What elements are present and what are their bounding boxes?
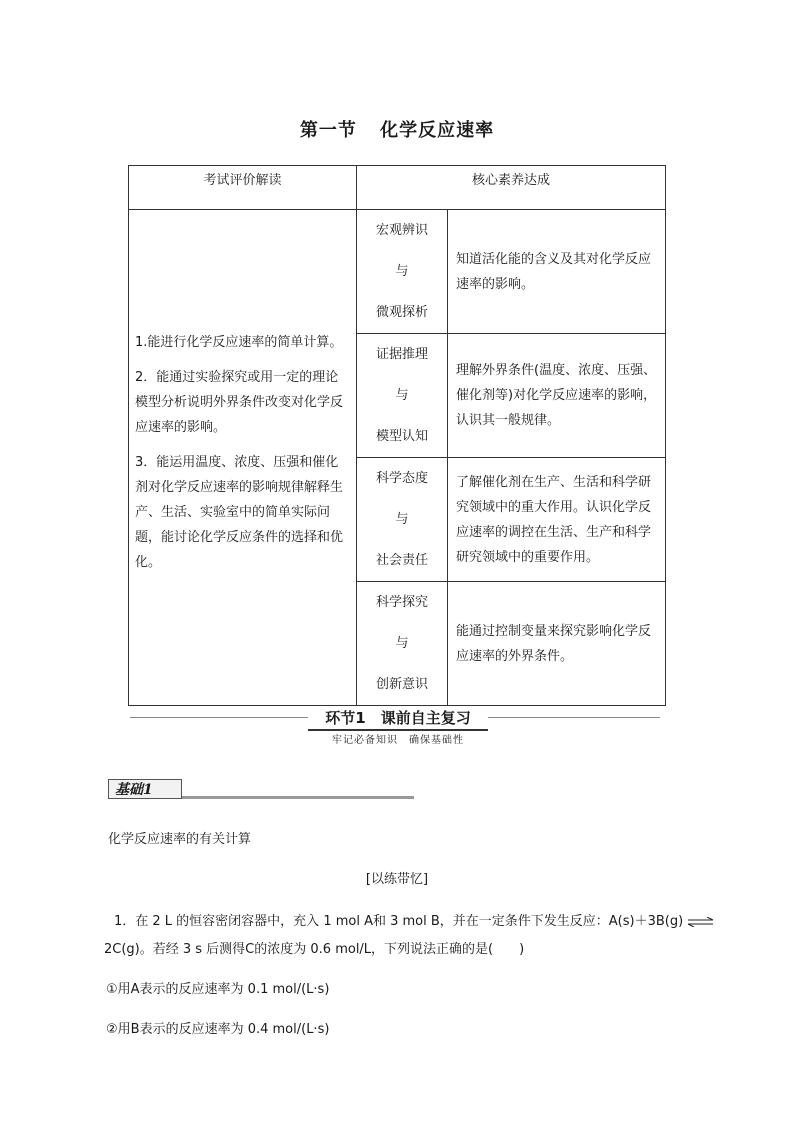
header-left: 考试评价解读 <box>129 166 357 210</box>
competency-category: 宏观辨识 与 微观探析 <box>357 210 448 334</box>
banner-line-left <box>130 717 310 718</box>
evaluation-item-1: 1.能进行化学反应速率的简单计算。 <box>135 335 343 350</box>
section-subtitle: 牢记必备知识 确保基础性 <box>332 735 464 746</box>
page-title <box>0 116 794 142</box>
competency-description: 理解外界条件(温度、浓度、压强、催化剂等)对化学反应速率的影响，认识其一般规律。 <box>448 334 666 458</box>
section-name: 化学反应速率 <box>380 120 495 141</box>
competency-description: 知道活化能的含义及其对化学反应速率的影响。 <box>448 210 666 334</box>
equilibrium-arrow-icon <box>687 917 715 927</box>
question-line-2: 2C(g)。若经 3 s 后测得C的浓度为 0.6 mol/L，下列说法正确的是( ) <box>104 942 525 957</box>
evaluation-column <box>129 210 357 706</box>
competency-category: 证据推理 与 模型认知 <box>357 334 448 458</box>
competency-category: 科学态度 与 社会责任 <box>357 458 448 582</box>
evaluation-item-2: 2．能通过实验探究或用一定的理论模型分析说明外界条件改变对化学反应速率的影响。 <box>135 370 344 435</box>
header-right: 核心素养达成 <box>357 166 666 210</box>
practice-label: [以练带忆] <box>365 872 429 887</box>
objectives-table <box>128 165 666 706</box>
section-number: 第一节 <box>299 120 357 141</box>
basic-tag-label: 基础1 <box>108 779 182 799</box>
option-2: ②用B表示的反应速率为 0.4 mol/(L·s) <box>106 1022 330 1037</box>
competency-category: 科学探究 与 创新意识 <box>357 582 448 706</box>
section-label: 环节1 课前自主复习 <box>308 707 488 731</box>
banner-line-right <box>486 717 660 718</box>
tag-underline <box>182 796 414 799</box>
option-1: ①用A表示的反应速率为 0.1 mol/(L·s) <box>106 982 330 997</box>
competency-description: 了解催化剂在生产、生活和科学研究领域中的重大作用。认识化学反应速率的调控在生活、生产和科学研究领域中的重要作用。 <box>448 458 666 582</box>
topic-heading: 化学反应速率的有关计算 <box>108 832 252 847</box>
question-line-1: 1．在 2 L 的恒容密闭容器中，充入 1 mol A和 3 mol B，并在一定条件下发生反应：A(s)＋3B(g) <box>114 910 714 929</box>
basic-tag <box>108 779 414 801</box>
evaluation-item-3: 3．能运用温度、浓度、压强和催化剂对化学反应速率的影响规律解释生产、生活、实验室中的简单实际问题，能讨论化学反应条件的选择和优化。 <box>135 455 344 570</box>
section-banner <box>130 707 660 749</box>
competency-description: 能通过控制变量来探究影响化学反应速率的外界条件。 <box>448 582 666 706</box>
